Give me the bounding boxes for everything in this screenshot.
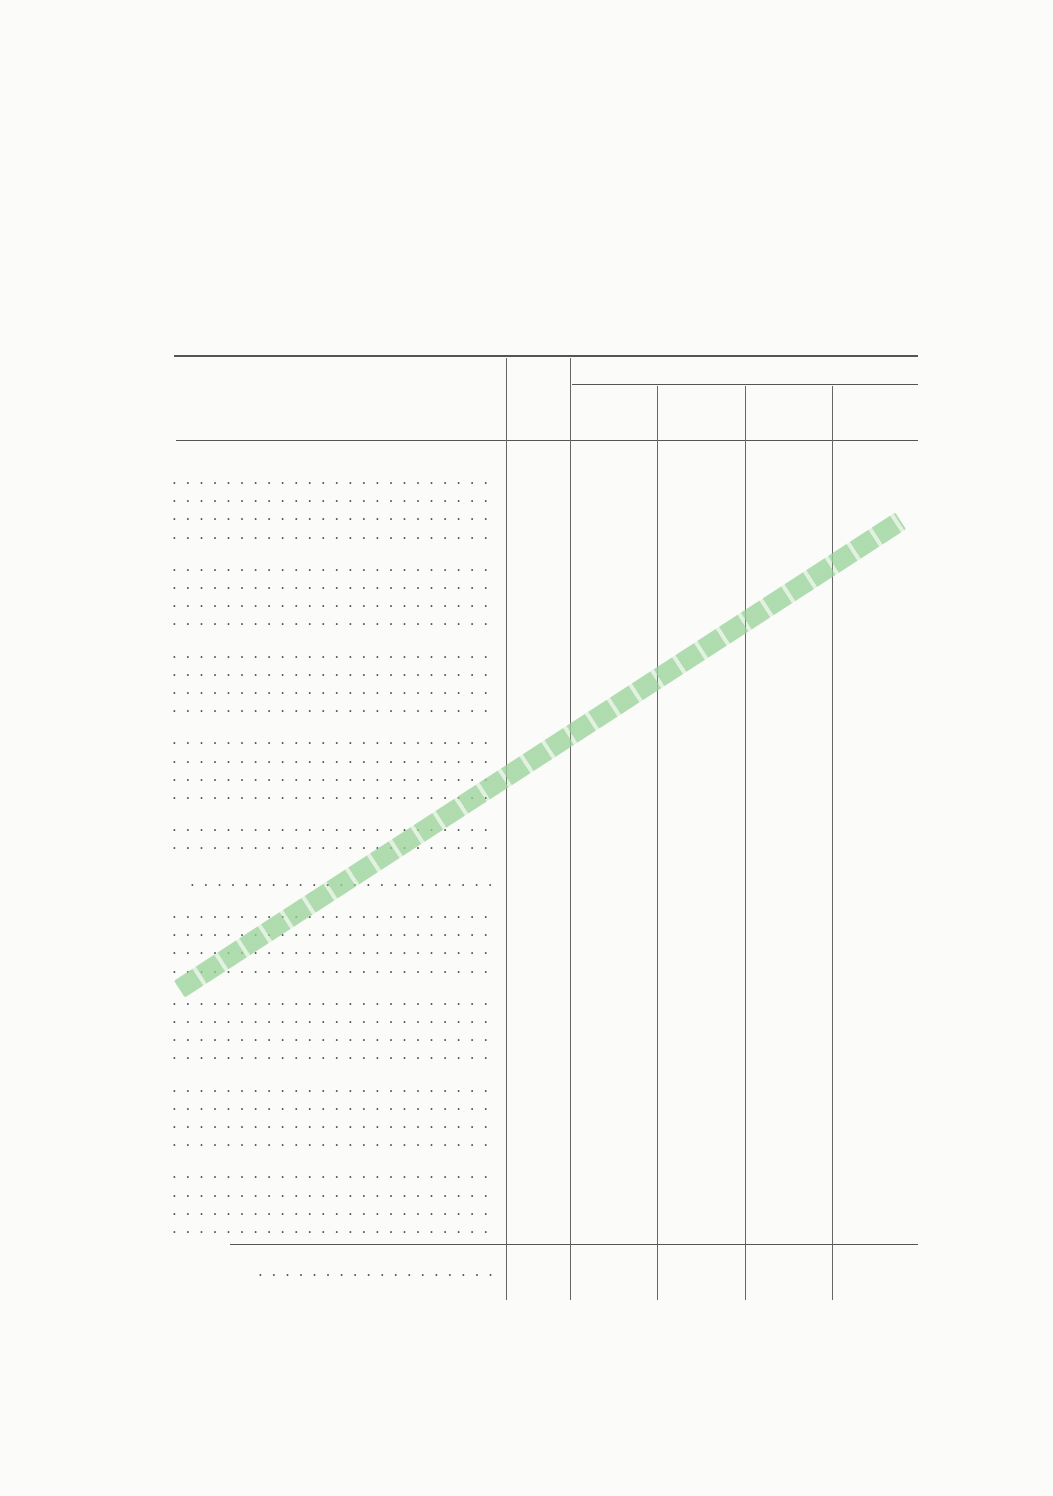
breed-name <box>172 698 498 716</box>
breed-name <box>172 525 498 543</box>
breed-name <box>172 1164 498 1182</box>
divider-total-bulls <box>570 358 571 1300</box>
group-rule <box>572 384 918 385</box>
breed-name <box>172 644 498 662</box>
breed-name <box>172 557 498 575</box>
breed-name <box>172 1114 498 1132</box>
breed-name <box>172 835 498 853</box>
breed-name <box>172 904 498 922</box>
breed-name <box>172 1078 498 1096</box>
breed-name <box>172 611 498 629</box>
divider-oxen-young <box>832 386 833 1300</box>
breed-name <box>172 506 498 524</box>
breed-name <box>172 470 498 488</box>
header-bottom-rule <box>176 440 918 441</box>
breed-name <box>172 991 498 1009</box>
breed-name <box>172 1045 498 1063</box>
breed-name <box>172 749 498 767</box>
breed-name <box>172 1183 498 1201</box>
breed-name <box>172 767 498 785</box>
breed-name <box>172 1027 498 1045</box>
breed-name <box>172 680 498 698</box>
breed-name <box>172 488 498 506</box>
breed-name <box>172 922 498 940</box>
breed-name <box>172 1219 498 1237</box>
breed-name <box>172 785 498 803</box>
breed-name <box>172 1009 498 1027</box>
breed-name <box>172 1132 498 1150</box>
table-top-rule <box>174 355 918 357</box>
breed-name <box>172 1096 498 1114</box>
divider-bulls-cows <box>657 386 658 1300</box>
divider-cows-oxen <box>745 386 746 1300</box>
breed-name <box>172 593 498 611</box>
total-rule <box>230 1244 918 1245</box>
breed-name <box>172 1201 498 1219</box>
breed-name <box>172 730 498 748</box>
breed-name <box>172 575 498 593</box>
divider-breed-total <box>506 358 507 1300</box>
total-label <box>258 1262 498 1280</box>
breed-name <box>172 662 498 680</box>
